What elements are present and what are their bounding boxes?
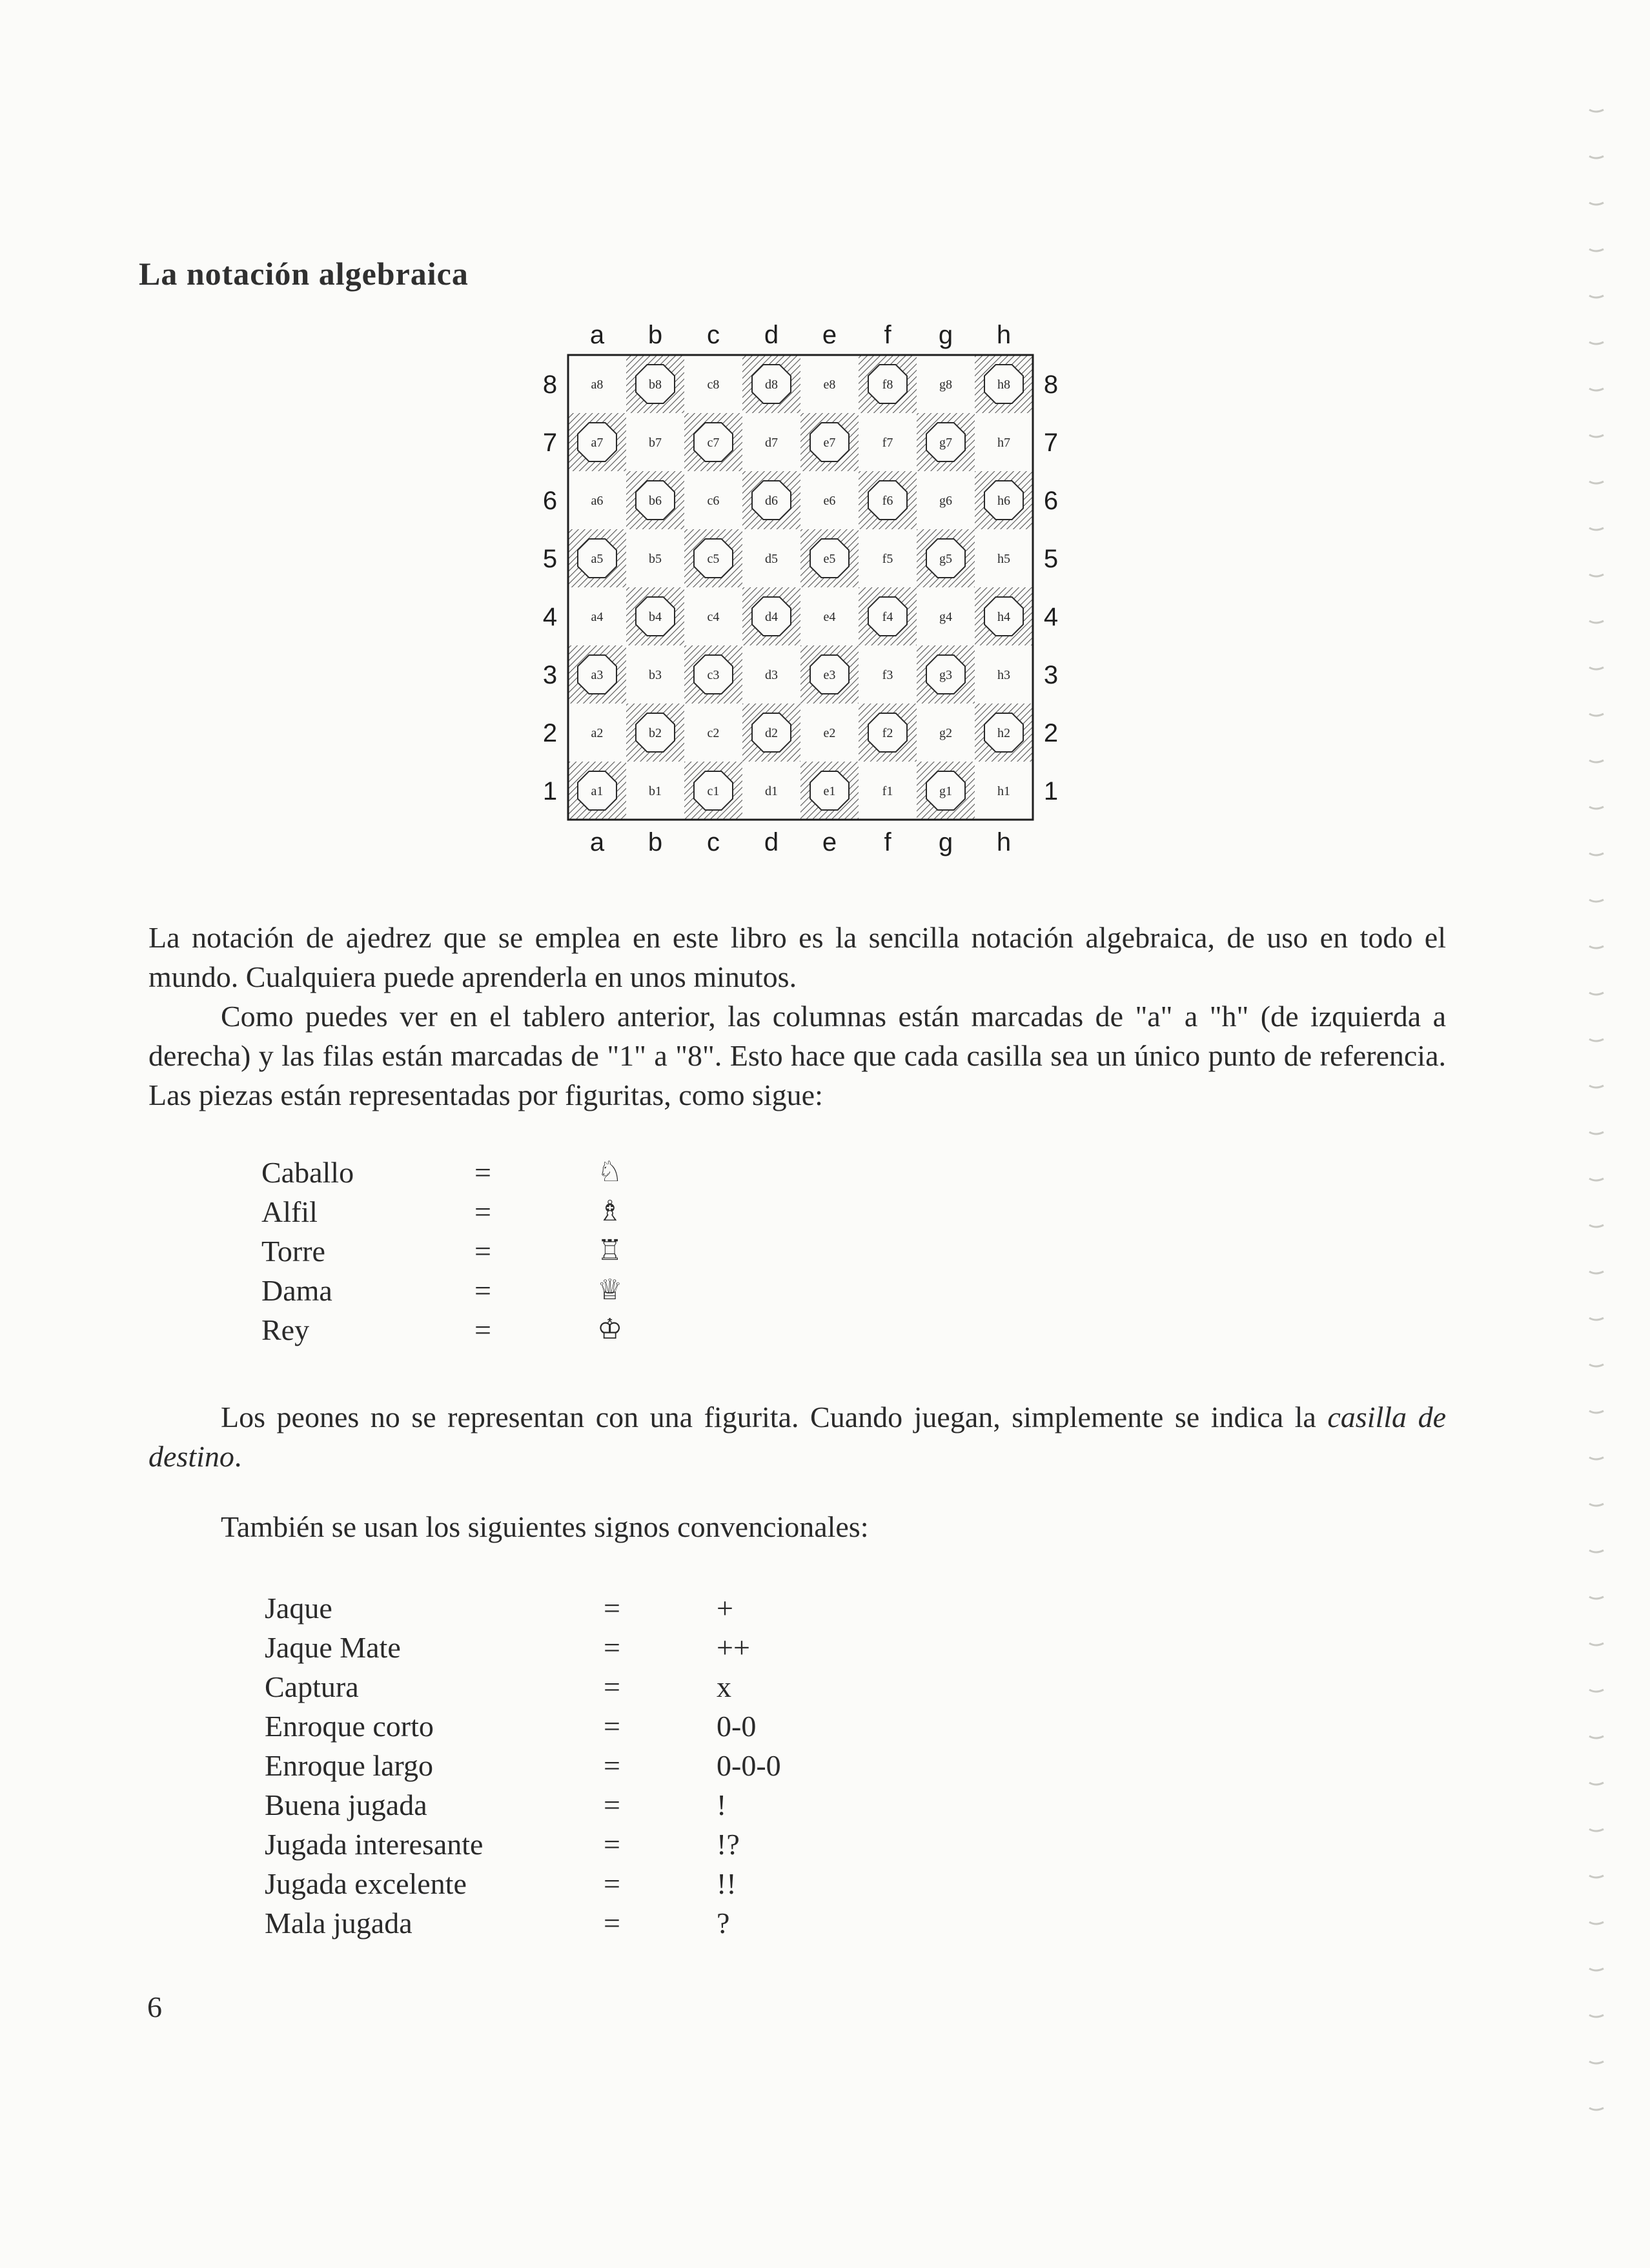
square-label: h1	[997, 784, 1010, 798]
margin-mark	[1589, 714, 1604, 716]
square-label: d3	[765, 668, 778, 682]
file-label-top: g	[938, 321, 953, 349]
square-label: g1	[939, 784, 952, 798]
piece-symbol: ♔	[597, 1313, 623, 1346]
square-label: b5	[649, 552, 662, 566]
section-heading: La notación algebraica	[139, 256, 469, 292]
piece-equals: =	[474, 1274, 491, 1307]
sign-name: Jaque Mate	[265, 1631, 401, 1664]
square-label: f4	[882, 610, 893, 624]
square-label: e6	[823, 494, 836, 508]
square-label: a6	[591, 494, 604, 508]
square-label: b7	[649, 436, 662, 450]
piece-equals: =	[474, 1313, 491, 1346]
square-label: g5	[939, 552, 952, 566]
square-label: g7	[939, 436, 952, 450]
margin-mark	[1589, 1364, 1604, 1366]
margin-mark	[1589, 1179, 1604, 1180]
piece-equals: =	[474, 1235, 491, 1268]
margin-mark	[1589, 1550, 1604, 1552]
square-label: f6	[882, 494, 893, 508]
rank-label-right: 7	[1043, 429, 1059, 457]
sign-equals: =	[604, 1867, 620, 1900]
margin-mark	[1589, 1922, 1604, 1924]
square-label: c2	[707, 726, 720, 740]
sign-symbol: !	[717, 1788, 727, 1821]
rank-label-left: 3	[542, 661, 558, 689]
sign-equals: =	[604, 1828, 620, 1861]
margin-mark	[1589, 807, 1604, 809]
margin-mark	[1589, 481, 1604, 483]
square-label: b4	[649, 610, 662, 624]
margin-mark	[1589, 435, 1604, 437]
piece-name: Alfil	[261, 1195, 318, 1228]
sign-equals: =	[604, 1631, 620, 1664]
margin-mark	[1589, 156, 1604, 158]
file-label-bottom: h	[996, 828, 1012, 856]
sign-name: Jaque	[265, 1592, 332, 1625]
square-label: g8	[939, 378, 952, 392]
square-label: h6	[997, 494, 1010, 508]
margin-mark	[1589, 296, 1604, 298]
square-label: h7	[997, 436, 1010, 450]
margin-mark	[1589, 853, 1604, 855]
margin-mark	[1589, 760, 1604, 762]
square-label: f8	[882, 378, 893, 392]
sign-symbol: !?	[717, 1828, 740, 1861]
margin-mark	[1589, 993, 1604, 995]
piece-name: Caballo	[261, 1156, 354, 1189]
margin-mark	[1589, 2061, 1604, 2063]
file-label-bottom: f	[884, 828, 891, 856]
file-label-bottom: g	[938, 828, 953, 856]
piece-equals: =	[474, 1195, 491, 1228]
margin-mark	[1589, 528, 1604, 530]
margin-mark	[1589, 1829, 1604, 1831]
sign-equals: =	[604, 1670, 620, 1703]
square-label: e2	[823, 726, 836, 740]
margin-mark	[1589, 1736, 1604, 1738]
intro-line-2: Como puedes ver en el tablero anterior, las columnas están marcadas de "a" a "h" (de izquierda a derecha) y las filas están marcadas de "1" a "8". Esto hace que cada casilla sea un único punto de referencia. Las piezas están representadas por figuritas, como sigue:	[148, 1000, 1446, 1111]
margin-mark	[1589, 1597, 1604, 1599]
sign-symbol: x	[717, 1670, 731, 1703]
pawns-italic: casilla de destino	[148, 1401, 1446, 1473]
square-label: b3	[649, 668, 662, 682]
rank-label-right: 1	[1043, 777, 1059, 805]
square-label: g6	[939, 494, 952, 508]
piece-symbol: ♘	[597, 1155, 623, 1188]
rank-label-left: 5	[542, 545, 558, 573]
square-label: e1	[823, 784, 836, 798]
sign-equals: =	[604, 1592, 620, 1625]
piece-equals: =	[474, 1156, 491, 1189]
square-label: a3	[591, 668, 604, 682]
square-label: c7	[707, 436, 720, 450]
pawns-paragraph	[148, 1397, 1446, 1476]
chessboard-diagram	[516, 310, 1059, 865]
margin-mark	[1589, 1132, 1604, 1134]
rank-label-right: 2	[1043, 719, 1059, 747]
sign-name: Jugada interesante	[265, 1828, 484, 1861]
rank-label-right: 4	[1043, 603, 1059, 631]
square-label: h3	[997, 668, 1010, 682]
square-label: f1	[882, 784, 893, 798]
square-label: a2	[591, 726, 604, 740]
square-label: c5	[707, 552, 720, 566]
rank-label-left: 1	[542, 777, 558, 805]
margin-mark	[1589, 389, 1604, 390]
sign-symbol: +	[717, 1592, 733, 1625]
sign-symbol: !!	[717, 1867, 737, 1900]
margin-mark	[1589, 1225, 1604, 1227]
square-label: c4	[707, 610, 720, 624]
sign-name: Captura	[265, 1670, 359, 1703]
sign-name: Buena jugada	[265, 1788, 427, 1821]
sign-name: Jugada excelente	[265, 1867, 467, 1900]
margin-bleed-marks	[1549, 0, 1650, 2268]
file-label-bottom: c	[707, 828, 720, 856]
rank-label-left: 8	[542, 370, 558, 399]
file-label-bottom: d	[764, 828, 779, 856]
signs-intro-paragraph: También se usan los siguientes signos convencionales:	[221, 1510, 869, 1543]
margin-mark	[1589, 574, 1604, 576]
square-label: d6	[765, 494, 778, 508]
rank-label-right: 3	[1043, 661, 1059, 689]
rank-label-right: 8	[1043, 370, 1059, 399]
square-label: b6	[649, 494, 662, 508]
sign-equals: =	[604, 1788, 620, 1821]
margin-mark	[1589, 1969, 1604, 1970]
margin-mark	[1589, 2108, 1604, 2110]
margin-mark	[1589, 900, 1604, 902]
square-label: c8	[707, 378, 720, 392]
margin-mark	[1589, 946, 1604, 948]
square-label: f3	[882, 668, 893, 682]
margin-mark	[1589, 1457, 1604, 1459]
margin-mark	[1589, 2015, 1604, 2017]
square-label: g2	[939, 726, 952, 740]
square-label: d7	[765, 436, 778, 450]
piece-symbol: ♖	[597, 1234, 623, 1267]
sign-symbol: 0-0	[717, 1710, 757, 1743]
margin-mark	[1589, 1271, 1604, 1273]
square-label: d2	[765, 726, 778, 740]
sign-equals: =	[604, 1907, 620, 1939]
sign-name: Mala jugada	[265, 1907, 412, 1939]
square-label: e5	[823, 552, 836, 566]
intro-paragraph	[148, 918, 1446, 1115]
margin-mark	[1589, 1039, 1604, 1041]
square-label: d4	[765, 610, 778, 624]
margin-mark	[1589, 1318, 1604, 1320]
square-label: a7	[591, 436, 604, 450]
sign-name: Enroque corto	[265, 1710, 434, 1743]
margin-mark	[1589, 621, 1604, 623]
square-label: g4	[939, 610, 952, 624]
file-label-bottom: e	[822, 828, 837, 856]
piece-symbol: ♕	[597, 1273, 623, 1306]
sign-equals: =	[604, 1749, 620, 1782]
square-label: b8	[649, 378, 662, 392]
square-label: e3	[823, 668, 836, 682]
sign-name: Enroque largo	[265, 1749, 434, 1782]
margin-mark	[1589, 1876, 1604, 1878]
sign-equals: =	[604, 1710, 620, 1743]
pawns-end: .	[234, 1440, 242, 1473]
square-label: d5	[765, 552, 778, 566]
square-label: a4	[591, 610, 604, 624]
page-number: 6	[147, 1990, 162, 2023]
square-label: f2	[882, 726, 893, 740]
margin-mark	[1589, 667, 1604, 669]
square-label: a1	[591, 784, 604, 798]
sign-symbol: ++	[717, 1631, 750, 1664]
pawns-text: Los peones no se representan con una figurita. Cuando juegan, simplemente se indica la	[221, 1401, 1328, 1433]
square-label: h2	[997, 726, 1010, 740]
rank-label-left: 6	[542, 487, 558, 515]
file-label-top: a	[589, 321, 605, 349]
piece-name: Rey	[261, 1313, 310, 1346]
square-label: h5	[997, 552, 1010, 566]
margin-mark	[1589, 342, 1604, 344]
square-label: d1	[765, 784, 778, 798]
square-label: f5	[882, 552, 893, 566]
sign-symbol: 0-0-0	[717, 1749, 781, 1782]
square-label: d8	[765, 378, 778, 392]
margin-mark	[1589, 1504, 1604, 1506]
square-label: c1	[707, 784, 720, 798]
margin-mark	[1589, 1086, 1604, 1088]
rank-label-left: 4	[542, 603, 558, 631]
margin-mark	[1589, 249, 1604, 251]
square-label: e8	[823, 378, 836, 392]
file-label-top: b	[647, 321, 663, 349]
file-label-bottom: a	[589, 828, 605, 856]
square-label: b1	[649, 784, 662, 798]
piece-name: Dama	[261, 1274, 332, 1307]
rank-label-left: 2	[542, 719, 558, 747]
square-label: a5	[591, 552, 604, 566]
square-label: b2	[649, 726, 662, 740]
square-label: e7	[823, 436, 836, 450]
square-label: a8	[591, 378, 604, 392]
square-label: h8	[997, 378, 1010, 392]
square-label: h4	[997, 610, 1010, 624]
piece-symbol: ♗	[597, 1195, 623, 1228]
square-label: f7	[882, 436, 893, 450]
file-label-top: c	[707, 321, 720, 349]
intro-line-1: La notación de ajedrez que se emplea en este libro es la sencilla notación algebraica, de uso en todo el mundo. Cualquiera puede aprenderla en unos minutos.	[148, 921, 1446, 993]
file-label-top: d	[764, 321, 779, 349]
margin-mark	[1589, 1783, 1604, 1785]
square-label: g3	[939, 668, 952, 682]
square-label: c3	[707, 668, 720, 682]
margin-mark	[1589, 110, 1604, 112]
square-label: e4	[823, 610, 836, 624]
piece-name: Torre	[261, 1235, 325, 1268]
file-label-top: e	[822, 321, 837, 349]
margin-mark	[1589, 1411, 1604, 1413]
rank-label-right: 6	[1043, 487, 1059, 515]
margin-mark	[1589, 1690, 1604, 1692]
rank-label-right: 5	[1043, 545, 1059, 573]
file-label-top: f	[884, 321, 891, 349]
sign-symbol: ?	[717, 1907, 730, 1939]
margin-mark	[1589, 203, 1604, 205]
square-label: c6	[707, 494, 720, 508]
margin-mark	[1589, 1643, 1604, 1645]
file-label-bottom: b	[647, 828, 663, 856]
file-label-top: h	[996, 321, 1012, 349]
rank-label-left: 7	[542, 429, 558, 457]
